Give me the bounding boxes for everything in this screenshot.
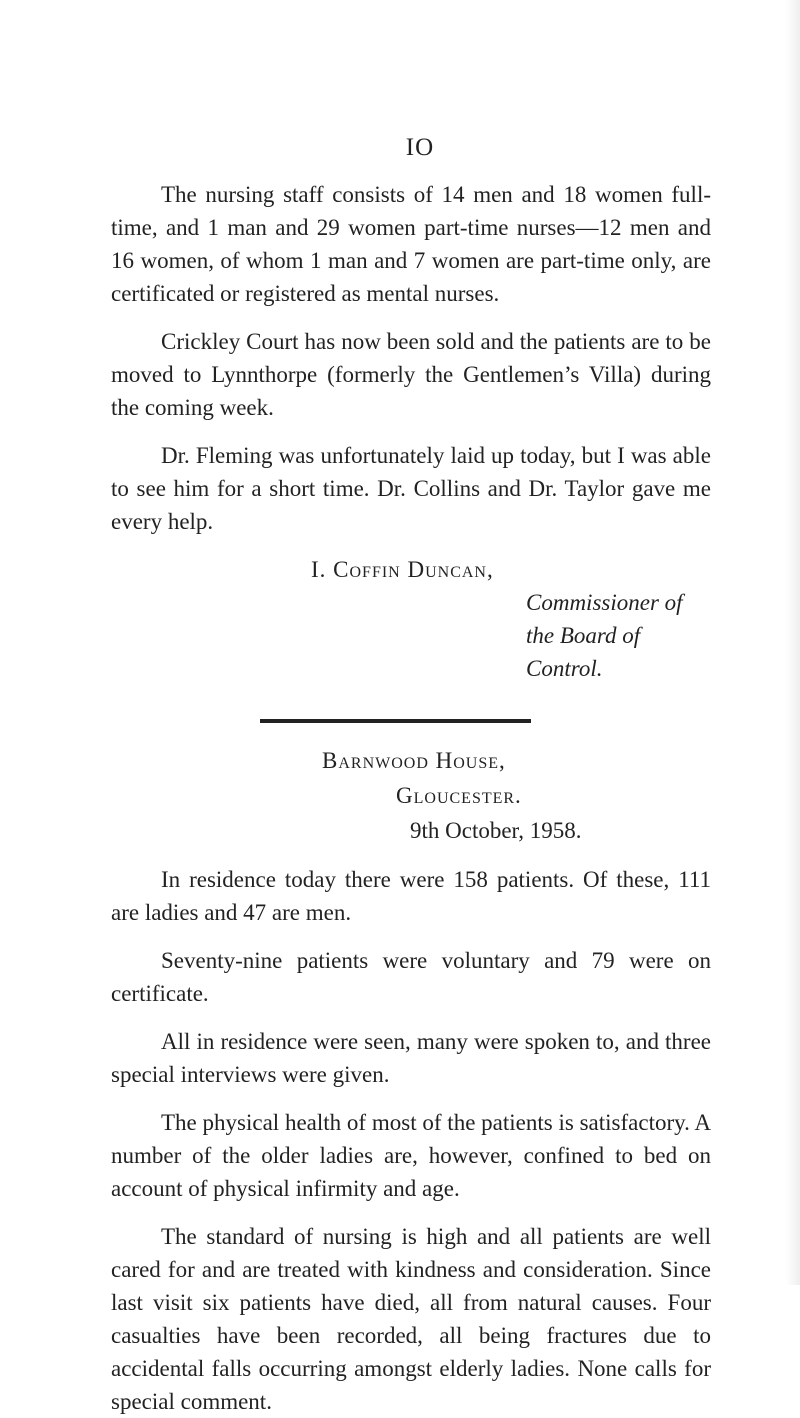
address-date: 9th October, 1958. [410,818,582,843]
address-house: Barnwood House, [322,748,506,773]
text-column [111,178,711,1418]
signature-name: I. Coffin Duncan, [311,557,494,582]
page-edge-shadow [786,0,800,1285]
paragraph-nursing-staff: The nursing staff consists of 14 men and 18 women full-time, and 1 man and 29 women part-time nurses—12 men and 16 women, of whom 1 man and 7 women are part-time only, are certificated or registered as mental nurses. [111,182,711,306]
paragraph-dr-fleming: Dr. Fleming was unfortunately laid up today, but I was able to see him for a short time. Dr. Collins and Dr. Taylor gave me every help. [111,443,711,534]
signature-title: Commissioner of the Board of Control. [526,590,683,681]
paragraph-voluntary: Seventy-nine patients were voluntary and 79 were on certificate. [111,948,711,1006]
paragraph-crickley-court: Crickley Court has now been sold and the patients are to be moved to Lynnthorpe (formerly the Gentlemen’s Villa) during the coming week. [111,329,711,420]
paragraph-nursing-standard: The standard of nursing is high and all patients are well cared for and are treated with kindness and consideration. Since last visit six patients have died, all from natural causes. Four casualties have been recorded, all being fractures due to accidental falls occurring amongst elderly ladies. None calls for special comment. [111,1224,711,1414]
section-divider [260,719,531,723]
paragraph-physical-health: The physical health of most of the patients is satisfactory. A number of the older ladies are, however, confined to bed on account of physical infirmity and age. [111,1110,711,1201]
paragraph-residence: In residence today there were 158 patients. Of these, 111 are ladies and 47 are men. [111,867,711,925]
signature-block [111,553,711,685]
address-town: Gloucester. [396,783,522,808]
address-block [111,743,711,848]
paragraph-seen: All in residence were seen, many were spoken to, and three special interviews were given. [111,1029,711,1087]
page-number: IO [405,134,435,161]
